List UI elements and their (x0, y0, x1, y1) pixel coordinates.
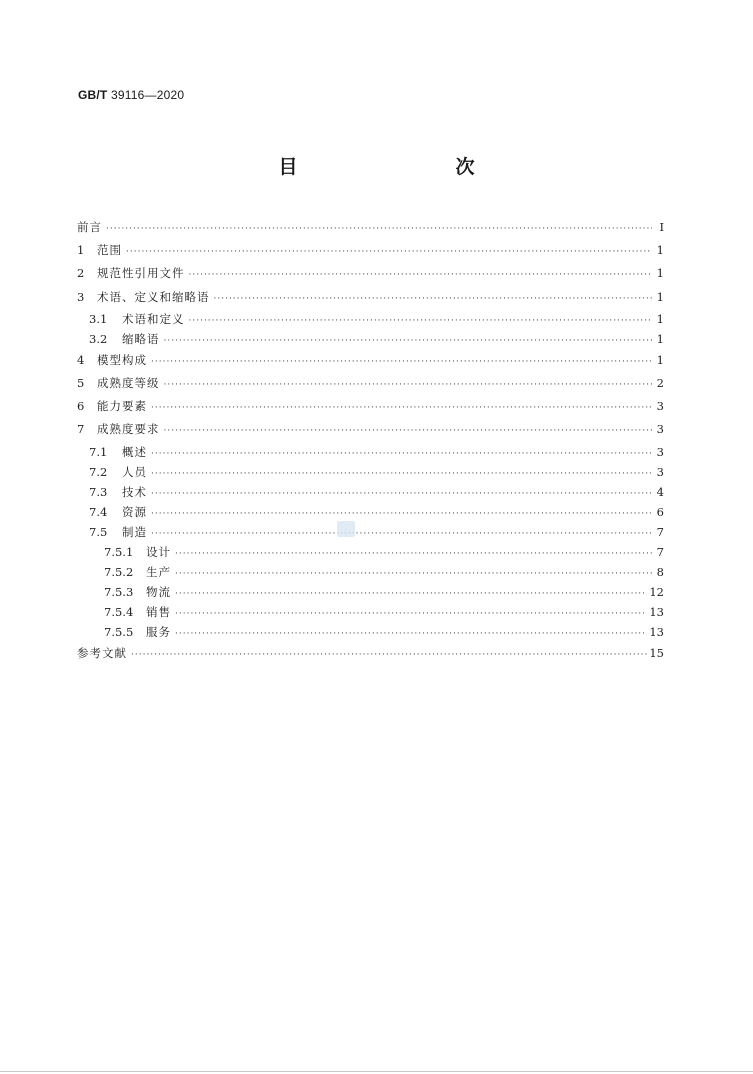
toc-entry-number: 7.5.3 (104, 584, 134, 599)
toc-entry-number: 2 (77, 266, 85, 281)
toc-entry-page: 1 (656, 352, 664, 367)
toc-entry[interactable] (77, 239, 664, 262)
toc-leader-dots (106, 218, 652, 241)
toc-leader-dots (131, 644, 647, 667)
toc-entry-number: 1 (77, 243, 85, 258)
toc-entry-page: 1 (656, 289, 664, 304)
document-code (78, 88, 184, 102)
toc-entry-title: 术语、定义和缩略语 (97, 289, 210, 304)
toc-leader-dots (214, 288, 653, 311)
toc-entry[interactable] (77, 418, 664, 441)
toc-entry[interactable] (77, 502, 664, 522)
toc-entry-page: 1 (656, 311, 664, 326)
toc-entry-title: 参考文献 (77, 645, 127, 660)
toc-entry-title: 制造 (122, 524, 147, 539)
toc-entry-page: 8 (656, 564, 664, 579)
toc-entry-number: 7.2 (89, 464, 108, 479)
toc-leader-dots (151, 484, 652, 504)
toc-entry-page: 7 (656, 524, 664, 539)
toc-entry-title: 模型构成 (97, 352, 147, 367)
toc-leader-dots (189, 311, 653, 331)
toc-entry[interactable] (77, 602, 664, 622)
toc-entry[interactable] (77, 542, 664, 562)
toc-entry-title: 术语和定义 (122, 311, 185, 326)
toc-entry-number: 7.1 (89, 444, 108, 459)
toc-entry[interactable] (77, 286, 664, 309)
toc-entry-title: 成熟度要求 (97, 422, 160, 437)
toc-leader-dots (164, 331, 653, 351)
toc-entry[interactable] (77, 372, 664, 395)
toc-entry-page: 12 (649, 584, 664, 599)
toc-entry-page: 3 (656, 399, 664, 414)
toc-leader-dots (151, 504, 652, 524)
toc-entry-title: 销售 (146, 604, 171, 619)
toc-leader-dots (151, 524, 652, 544)
toc-entry-title: 能力要素 (97, 399, 147, 414)
toc-entry-title: 概述 (122, 444, 147, 459)
toc-entry[interactable] (77, 462, 664, 482)
toc-leader-dots (151, 397, 652, 420)
toc-entry[interactable] (77, 622, 664, 642)
toc-entry-number: 3.1 (89, 311, 108, 326)
toc-leader-dots (189, 264, 653, 287)
toc-entry-number: 5 (77, 375, 85, 390)
toc-entry-page: 1 (656, 243, 664, 258)
toc-leader-dots (164, 374, 653, 397)
toc-leader-dots (175, 564, 652, 584)
toc-entry[interactable] (77, 562, 664, 582)
toc-entry-number: 7 (77, 422, 85, 437)
toc-entry-number: 7.5.1 (104, 544, 134, 559)
toc-entry-number: 4 (77, 352, 85, 367)
toc-entry[interactable] (77, 216, 664, 239)
toc-entry-title: 设计 (146, 544, 171, 559)
toc-entry[interactable] (77, 262, 664, 285)
toc-entry-title: 物流 (146, 584, 171, 599)
toc-entry-page: 2 (656, 375, 664, 390)
toc-entry-page: 1 (656, 266, 664, 281)
toc-leader-dots (151, 444, 652, 464)
toc-leader-dots (175, 604, 647, 624)
toc-entry[interactable] (77, 309, 664, 329)
toc-entry-number: 7.5.2 (104, 564, 134, 579)
toc-leader-dots (126, 241, 652, 264)
toc-entry-number: 7.5 (89, 524, 108, 539)
toc-entry-number: 3 (77, 289, 85, 304)
toc-entry-number: 7.4 (89, 504, 108, 519)
toc-entry[interactable] (77, 482, 664, 502)
toc-entry-page: 13 (649, 604, 664, 619)
toc-leader-dots (175, 544, 652, 564)
toc-entry-title: 成熟度等级 (97, 375, 160, 390)
doc-code-number: 39116—2020 (111, 88, 185, 102)
toc-entry[interactable] (77, 395, 664, 418)
toc-leader-dots (164, 420, 653, 443)
toc-leader-dots (175, 584, 647, 604)
doc-code-prefix: GB/T (78, 88, 108, 102)
toc-entry-number: 7.5.5 (104, 624, 134, 639)
toc-entry-number: 7.5.4 (104, 604, 134, 619)
toc-entry[interactable] (77, 442, 664, 462)
toc-entry-title: 生产 (146, 564, 171, 579)
toc-entry-number: 3.2 (89, 331, 108, 346)
toc-entry-title: 规范性引用文件 (97, 266, 185, 281)
toc-entry-page: 7 (656, 544, 664, 559)
toc-entry-title: 人员 (122, 464, 147, 479)
toc-entry-page: 1 (656, 331, 664, 346)
page-title: 目 次 (278, 156, 515, 178)
toc-entry-page: 6 (656, 504, 664, 519)
toc-leader-dots (151, 351, 652, 374)
toc-entry-title: 服务 (146, 624, 171, 639)
toc-entry-title: 缩略语 (122, 331, 160, 346)
toc-entry[interactable] (77, 582, 664, 602)
toc-entry[interactable] (77, 329, 664, 349)
watermark-icon (337, 521, 355, 537)
toc-entry-page: 3 (656, 464, 664, 479)
toc-entry-page: 13 (649, 624, 664, 639)
toc-entry[interactable] (77, 642, 664, 665)
toc-entry-title: 前言 (77, 220, 102, 234)
toc-leader-dots (175, 624, 647, 644)
toc-entry-title: 范围 (97, 243, 122, 258)
toc-leader-dots (151, 464, 652, 484)
toc-entry-number: 6 (77, 399, 85, 414)
toc-entry[interactable] (77, 522, 664, 542)
toc-entry-page: 3 (656, 444, 664, 459)
toc-entry-page: 4 (656, 484, 664, 499)
toc-entry-title: 技术 (122, 484, 147, 499)
toc-entry-page: Ⅰ (659, 220, 664, 234)
toc-entry[interactable] (77, 349, 664, 372)
toc-entry-page: 15 (649, 645, 664, 660)
table-of-contents (77, 216, 664, 665)
toc-entry-number: 7.3 (89, 484, 108, 499)
toc-entry-page: 3 (656, 422, 664, 437)
toc-entry-title: 资源 (122, 504, 147, 519)
